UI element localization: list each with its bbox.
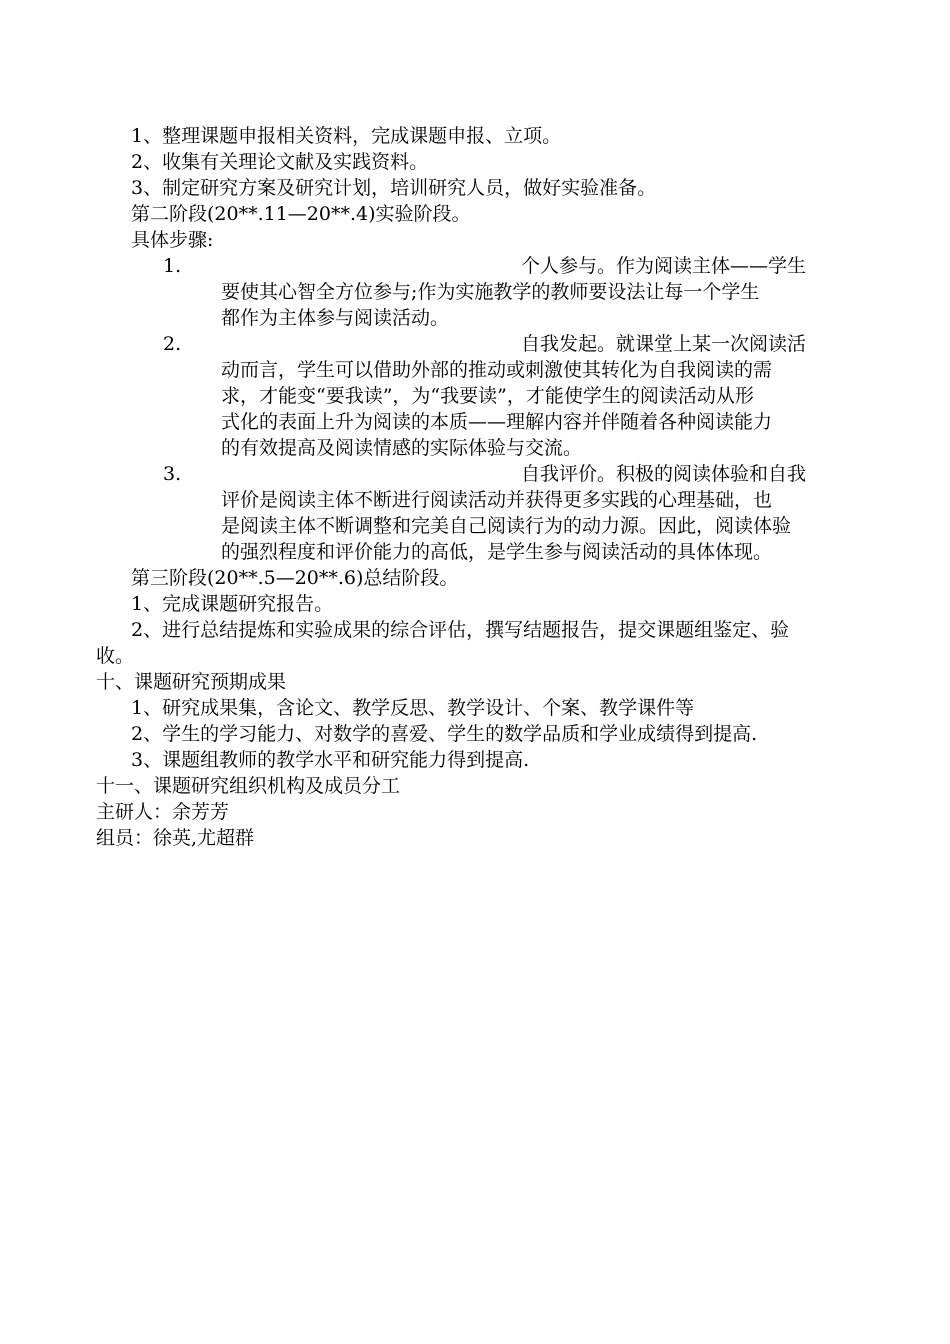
list-item-2-line-2: 动而言，学生可以借助外部的推动或刺激使其转化为自我阅读的需: [221, 359, 773, 381]
step-item-1: 1、整理课题申报相关资料，完成课题申报、立项。: [131, 125, 562, 147]
list-item-3-line-1: 自我评价。积极的阅读体验和自我: [521, 463, 807, 485]
list-item-2-line-4: 式化的表面上升为阅读的本质——理解内容并伴随着各种阅读能力: [221, 411, 773, 433]
outcome-item-2: 2、学生的学习能力、对数学的喜爱、学生的数学品质和学业成绩得到提高.: [131, 723, 758, 745]
list-number-1: 1.: [163, 255, 182, 277]
section-eleven-heading: 十一、课题研究组织机构及成员分工: [96, 775, 401, 797]
list-item-1-line-3: 都作为主体参与阅读活动。: [221, 307, 450, 329]
list-item-2-line-1: 自我发起。就课堂上某一次阅读活: [521, 333, 807, 355]
specific-steps-label: 具体步骤:: [131, 229, 214, 251]
list-item-1-line-1: 个人参与。作为阅读主体——学生: [521, 255, 807, 277]
list-item-3-line-4: 的强烈程度和评价能力的高低，是学生参与阅读活动的具体体现。: [221, 541, 773, 563]
step-item-3: 3、制定研究方案及研究计划，培训研究人员，做好实验准备。: [131, 177, 657, 199]
section-ten-heading: 十、课题研究预期成果: [96, 671, 287, 693]
list-item-3-line-3: 是阅读主体不断调整和完美自己阅读行为的动力源。因此，阅读体验: [221, 515, 792, 537]
stage-three-heading: 第三阶段(20**.5—20**.6)总结阶段。: [131, 567, 459, 589]
lead-researcher: 主研人：余芳芳: [96, 801, 230, 823]
step-item-2: 2、收集有关理论文献及实践资料。: [131, 151, 429, 173]
list-item-2-line-5: 的有效提高及阅读情感的实际体验与交流。: [221, 437, 583, 459]
group-members: 组员：徐英,尤超群: [96, 827, 255, 849]
outcome-item-3: 3、课题组教师的教学水平和研究能力得到提高.: [131, 749, 530, 771]
stage-two-heading: 第二阶段(20**.11—20**.4)实验阶段。: [131, 203, 471, 225]
stage-three-item-1: 1、完成课题研究报告。: [131, 593, 334, 615]
list-number-3: 3.: [163, 463, 182, 485]
stage-three-item-2-line-1: 2、进行总结提炼和实验成果的综合评估，撰写结题报告，提交课题组鉴定、验: [131, 619, 790, 641]
list-item-1-line-2: 要使其心智全方位参与;作为实施教学的教师要设法让每一个学生: [221, 281, 760, 303]
list-item-3-line-2: 评价是阅读主体不断进行阅读活动并获得更多实践的心理基础，也: [221, 489, 773, 511]
stage-three-item-2-line-2: 收。: [96, 645, 135, 667]
outcome-item-1: 1、研究成果集，含论文、教学反思、教学设计、个案、教学课件等: [131, 697, 695, 719]
list-number-2: 2.: [163, 333, 182, 355]
list-item-2-line-3: 求，才能变“要我读”，为“我要读”，才能使学生的阅读活动从形: [221, 385, 754, 407]
